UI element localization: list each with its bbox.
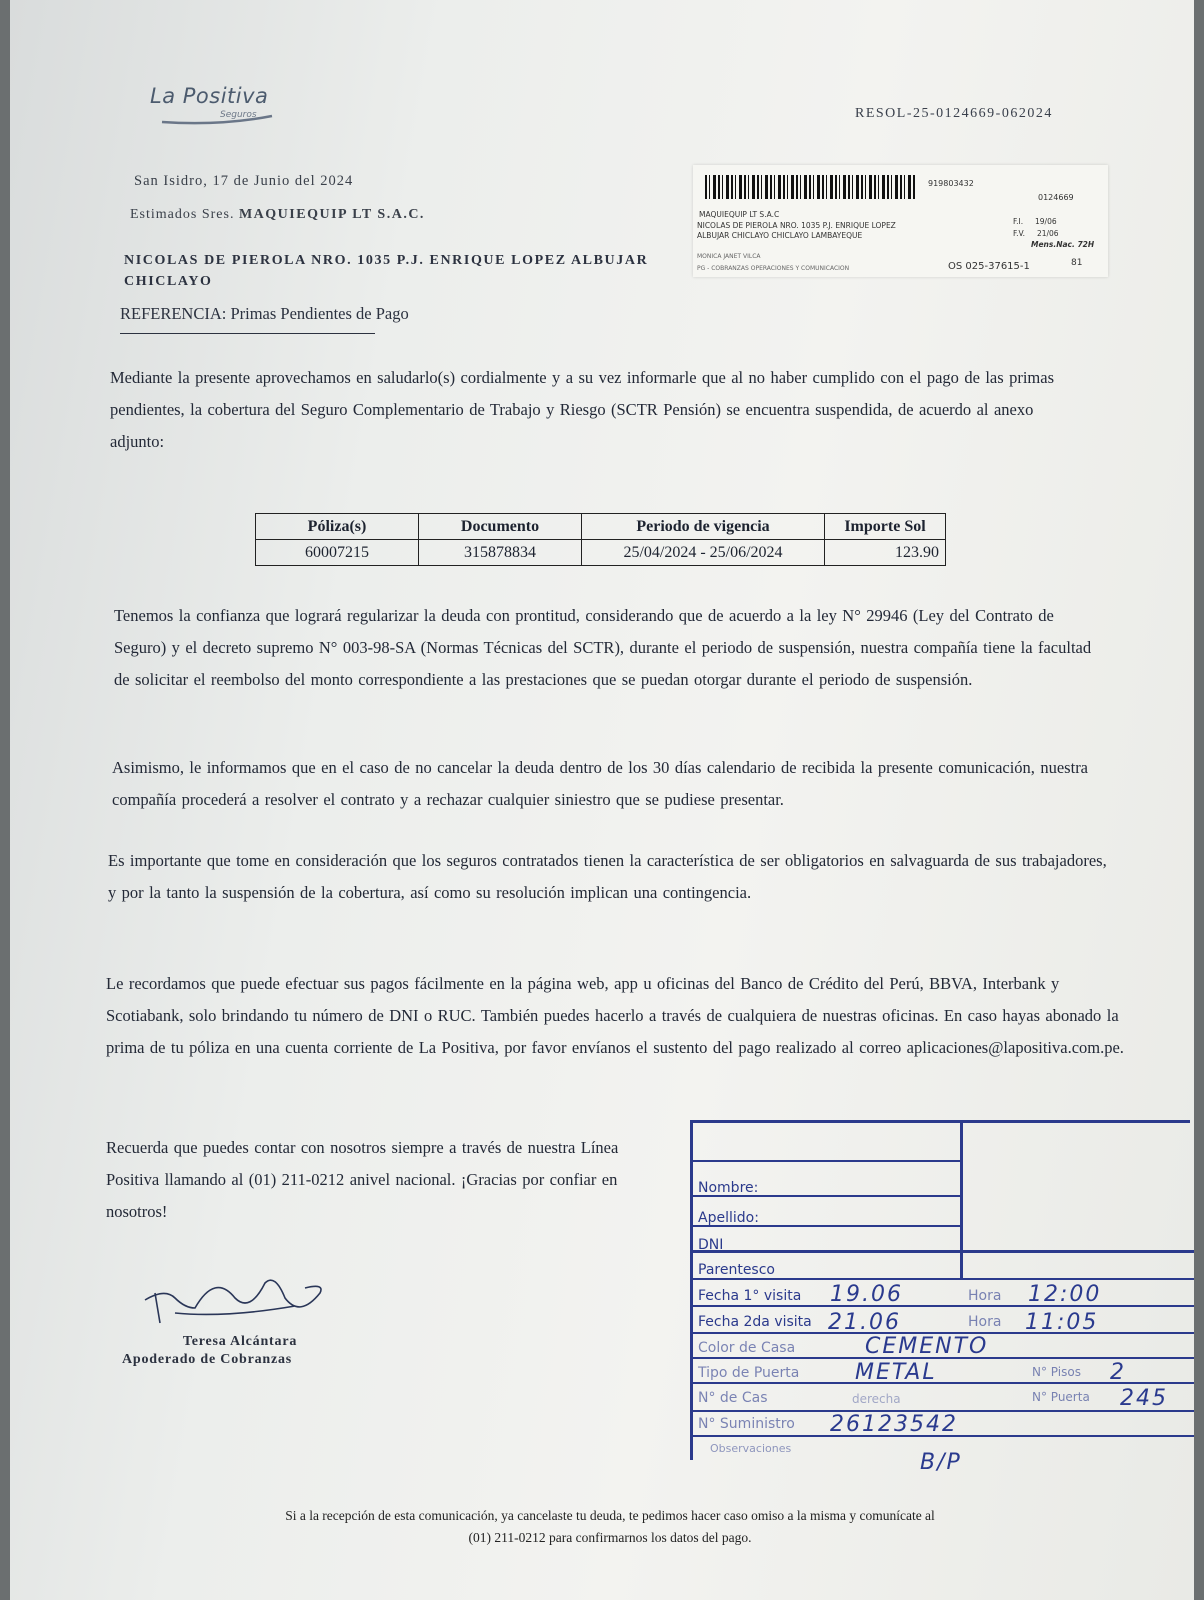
handwritten-num-puerta: 245 xyxy=(1120,1386,1168,1411)
letter-date: San Isidro, 17 de Junio del 2024 xyxy=(134,173,354,189)
label-code-right: 0124669 xyxy=(1038,193,1074,202)
label-contact: MONICA JANET VILCA xyxy=(697,253,761,260)
label-code: 919803432 xyxy=(928,179,974,188)
stamp-hora-label: Hora xyxy=(968,1288,1002,1304)
label-fi: F.I. 19/06 xyxy=(1013,217,1057,226)
stamp-pisos-label: N° Pisos xyxy=(1032,1365,1081,1379)
label-mens: Mens.Nac. 72H xyxy=(1031,240,1095,249)
stamp-puerta-label: N° Puerta xyxy=(1032,1390,1090,1404)
handwritten-color: CEMENTO xyxy=(865,1334,989,1359)
table-row xyxy=(256,540,946,566)
stamp-field-label: N° Suministro xyxy=(698,1416,795,1432)
paragraph-intro: Mediante la presente aprovechamos en saludarlo(s) cordialmente y a su vez informarle que al no haber cumplido con el pago de las primas pendientes, la cobertura del Seguro Complementario de Trabajo y Riesgo (SCTR Pensión) se encuentra suspendida, de acuerdo al anexo adjunto: xyxy=(110,368,1055,451)
paragraph-importance: Es importante que tome en consideración que los seguros contratados tienen la característica de ser obligatorios en salvaguarda de sus trabajadores, y por la tanto la suspensión de la cobertura, así como su resolución implican una contingencia. xyxy=(108,851,1107,902)
logo-swoosh-icon xyxy=(160,112,275,126)
label-os-number: 81 xyxy=(1071,258,1083,268)
signature-icon xyxy=(135,1268,335,1338)
footer-note xyxy=(210,1505,1010,1549)
stamp-field-label: Fecha 1° visita xyxy=(698,1288,802,1304)
footer-line: (01) 211-0212 para confirmarnos los datos del pago. xyxy=(468,1530,752,1545)
letter-page xyxy=(10,0,1194,1600)
table-cell: 315878834 xyxy=(419,540,582,566)
table-cell: 123.90 xyxy=(825,540,946,566)
column-header: Póliza(s) xyxy=(256,514,419,540)
label-address-1: NICOLAS DE PIEROLA NRO. 1035 P.J. ENRIQUE LOPEZ xyxy=(697,221,896,230)
address-line: NICOLAS DE PIEROLA NRO. 1035 P.J. ENRIQUE LOPEZ ALBUJAR xyxy=(124,253,649,268)
shipping-label xyxy=(693,165,1108,277)
reference-line: REFERENCIA: Primas Pendientes de Pago xyxy=(120,304,409,323)
handwritten-hora2: 11:05 xyxy=(1025,1310,1099,1335)
handwritten-suministro: 26123542 xyxy=(830,1412,958,1437)
stamp-field-label: Observaciones xyxy=(710,1442,792,1455)
paragraph-regularize: Tenemos la confianza que logrará regularizar la deuda con prontitud, considerando que de acuerdo a la ley N° 29946 (Ley del Contrato de Seguro) y el decreto supremo N° 003-98-SA (Normas Técnicas del SCTR), durante el periodo de suspensión, nuestra compañía tiene la facultad de solicitar el reembolso del monto correspondiente a las prestaciones que se puedan otorgar durante el periodo de suspensión. xyxy=(114,606,1092,689)
barcode-icon xyxy=(705,175,915,199)
handwritten-pisos: 2 xyxy=(1110,1360,1126,1385)
label-address-2: ALBUJAR CHICLAYO CHICLAYO LAMBAYEQUE xyxy=(697,231,863,240)
column-header: Documento xyxy=(419,514,582,540)
address-city: CHICLAYO xyxy=(124,274,213,289)
column-header: Periodo de vigencia xyxy=(582,514,825,540)
stamp-field-label: Nombre: xyxy=(698,1180,759,1196)
table-cell: 60007215 xyxy=(256,540,419,566)
stamp-field-label: Tipo de Puerta xyxy=(698,1365,800,1381)
label-name: MAQUIEQUIP LT S.A.C xyxy=(699,210,780,219)
company-name: MAQUIEQUIP LT S.A.C. xyxy=(238,207,425,222)
stamp-field-label: Color de Casa xyxy=(698,1340,796,1356)
label-department: PG - COBRANZAS OPERACIONES Y COMUNICACION xyxy=(697,265,850,272)
greeting xyxy=(130,207,425,223)
company-logo: La Positiva xyxy=(150,84,269,108)
greeting-prefix: Estimados Sres. xyxy=(130,207,235,222)
stamp-hora-label: Hora xyxy=(968,1314,1002,1330)
stamp-field-label: Apellido: xyxy=(698,1210,759,1226)
label-os: OS 025-37615-1 xyxy=(948,261,1030,272)
footer-line: Si a la recepción de esta comunicación, ya cancelaste tu deuda, te pedimos hacer caso omiso a la misma y comunícate al xyxy=(285,1508,935,1523)
handwritten-initials: B/P xyxy=(920,1450,962,1475)
table-header-row xyxy=(256,514,946,540)
stamp-derecha-label: derecha xyxy=(852,1392,901,1406)
reference-underline xyxy=(120,333,375,334)
paragraph-contact: Recuerda que puedes contar con nosotros siempre a través de nuestra Línea Positiva llamando al (01) 211-0212 anivel nacional. ¡Gracias por confiar en nosotros! xyxy=(106,1138,619,1221)
column-header: Importe Sol xyxy=(825,514,946,540)
resolution-number: RESOL-25-0124669-062024 xyxy=(855,106,1053,121)
address-block xyxy=(124,250,684,292)
handwritten-hora1: 12:00 xyxy=(1028,1282,1102,1307)
handwritten-fecha2: 21.06 xyxy=(828,1310,901,1335)
label-fv: F.V. 21/06 xyxy=(1013,229,1059,238)
company-logo-subtitle: Seguros xyxy=(220,110,257,120)
stamp-field-label: DNI xyxy=(698,1237,724,1253)
signer-role: Apoderado de Cobranzas xyxy=(122,1352,293,1367)
table-cell: 25/04/2024 - 25/06/2024 xyxy=(582,540,825,566)
paragraph-payments: Le recordamos que puede efectuar sus pagos fácilmente en la página web, app u oficinas del Banco de Crédito del Perú, BBVA, Interbank y Scotiabank, solo brindando tu número de DNI o RUC. También puedes hacerlo a través de cualquiera de nuestras oficinas. En caso hayas abonado la prima de tu póliza en una cuenta corriente de La Positiva, por favor envíanos el sustento del pago realizado al correo aplicaciones@lapositiva.com.pe. xyxy=(106,974,1124,1057)
handwritten-puerta: METAL xyxy=(855,1360,937,1385)
stamp-field-label: Parentesco xyxy=(698,1262,775,1278)
paragraph-cancellation: Asimismo, le informamos que en el caso de no cancelar la deuda dentro de los 30 días calendario de recibida la presente comunicación, nuestra compañía procederá a resolver el contrato y a rechazar cualquier siniestro que se pudiese presentar. xyxy=(112,758,1089,809)
handwritten-fecha1: 19.06 xyxy=(830,1282,903,1307)
policy-table xyxy=(255,513,946,566)
stamp-field-label: Fecha 2da visita xyxy=(698,1314,812,1330)
stamp-field-label: N° de Cas xyxy=(698,1390,768,1406)
visit-stamp xyxy=(680,1120,1194,1485)
signer-name: Teresa Alcántara xyxy=(182,1334,298,1349)
